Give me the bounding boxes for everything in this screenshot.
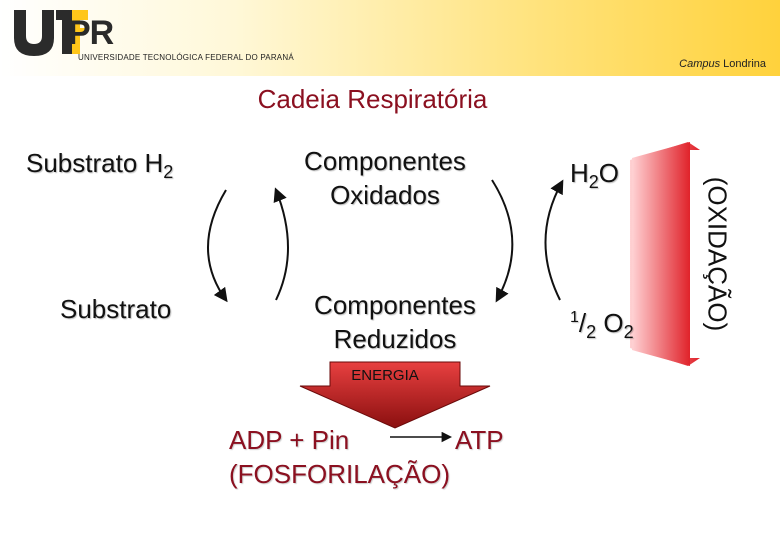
componentes-oxidados-line1: Componentes [304,146,466,176]
energy-label: ENERGIA [351,367,419,384]
h2-subscript: 2 [163,162,174,182]
label-atp: ATP [455,425,504,455]
campus-city: Londrina [720,58,766,70]
o2-o: O [596,308,624,338]
label-substrato: Substrato [60,294,172,324]
h2o-h: H [570,158,589,188]
half-numerator: 1 [570,309,579,326]
logo-text: PR [68,14,114,52]
label-h2o [570,156,619,193]
substrato-h-text: Substrato H [26,148,164,178]
h2o-subscript: 2 [588,172,599,192]
campus-word: Campus [679,58,721,70]
label-fosforilacao: (FOSFORILAÇÃO) [229,459,451,489]
label-componentes-reduzidos [280,288,510,356]
label-componentes-oxidados [270,144,500,212]
label-half-o2 [570,306,634,345]
half-slash: / [578,308,587,338]
university-name: UNIVERSIDADE TECNOLÓGICA FEDERAL DO PARANÁ [78,53,294,62]
label-adp-pin: ADP + Pin [229,425,350,455]
componentes-reduzidos-line2: Reduzidos [333,324,457,354]
label-substrato-h2 [26,146,173,183]
half-denominator: 2 [586,322,597,342]
componentes-oxidados-line2: Oxidados [330,180,440,210]
left-outer-curve [208,190,226,300]
page-title: Cadeia Respiratória [257,84,488,114]
h2o-o: O [598,158,620,188]
componentes-reduzidos-line1: Componentes [314,290,476,320]
o2-subscript: 2 [623,322,634,342]
right-outer-curve [545,182,562,300]
oxidation-label: (OXIDAÇÃO) [702,176,733,332]
